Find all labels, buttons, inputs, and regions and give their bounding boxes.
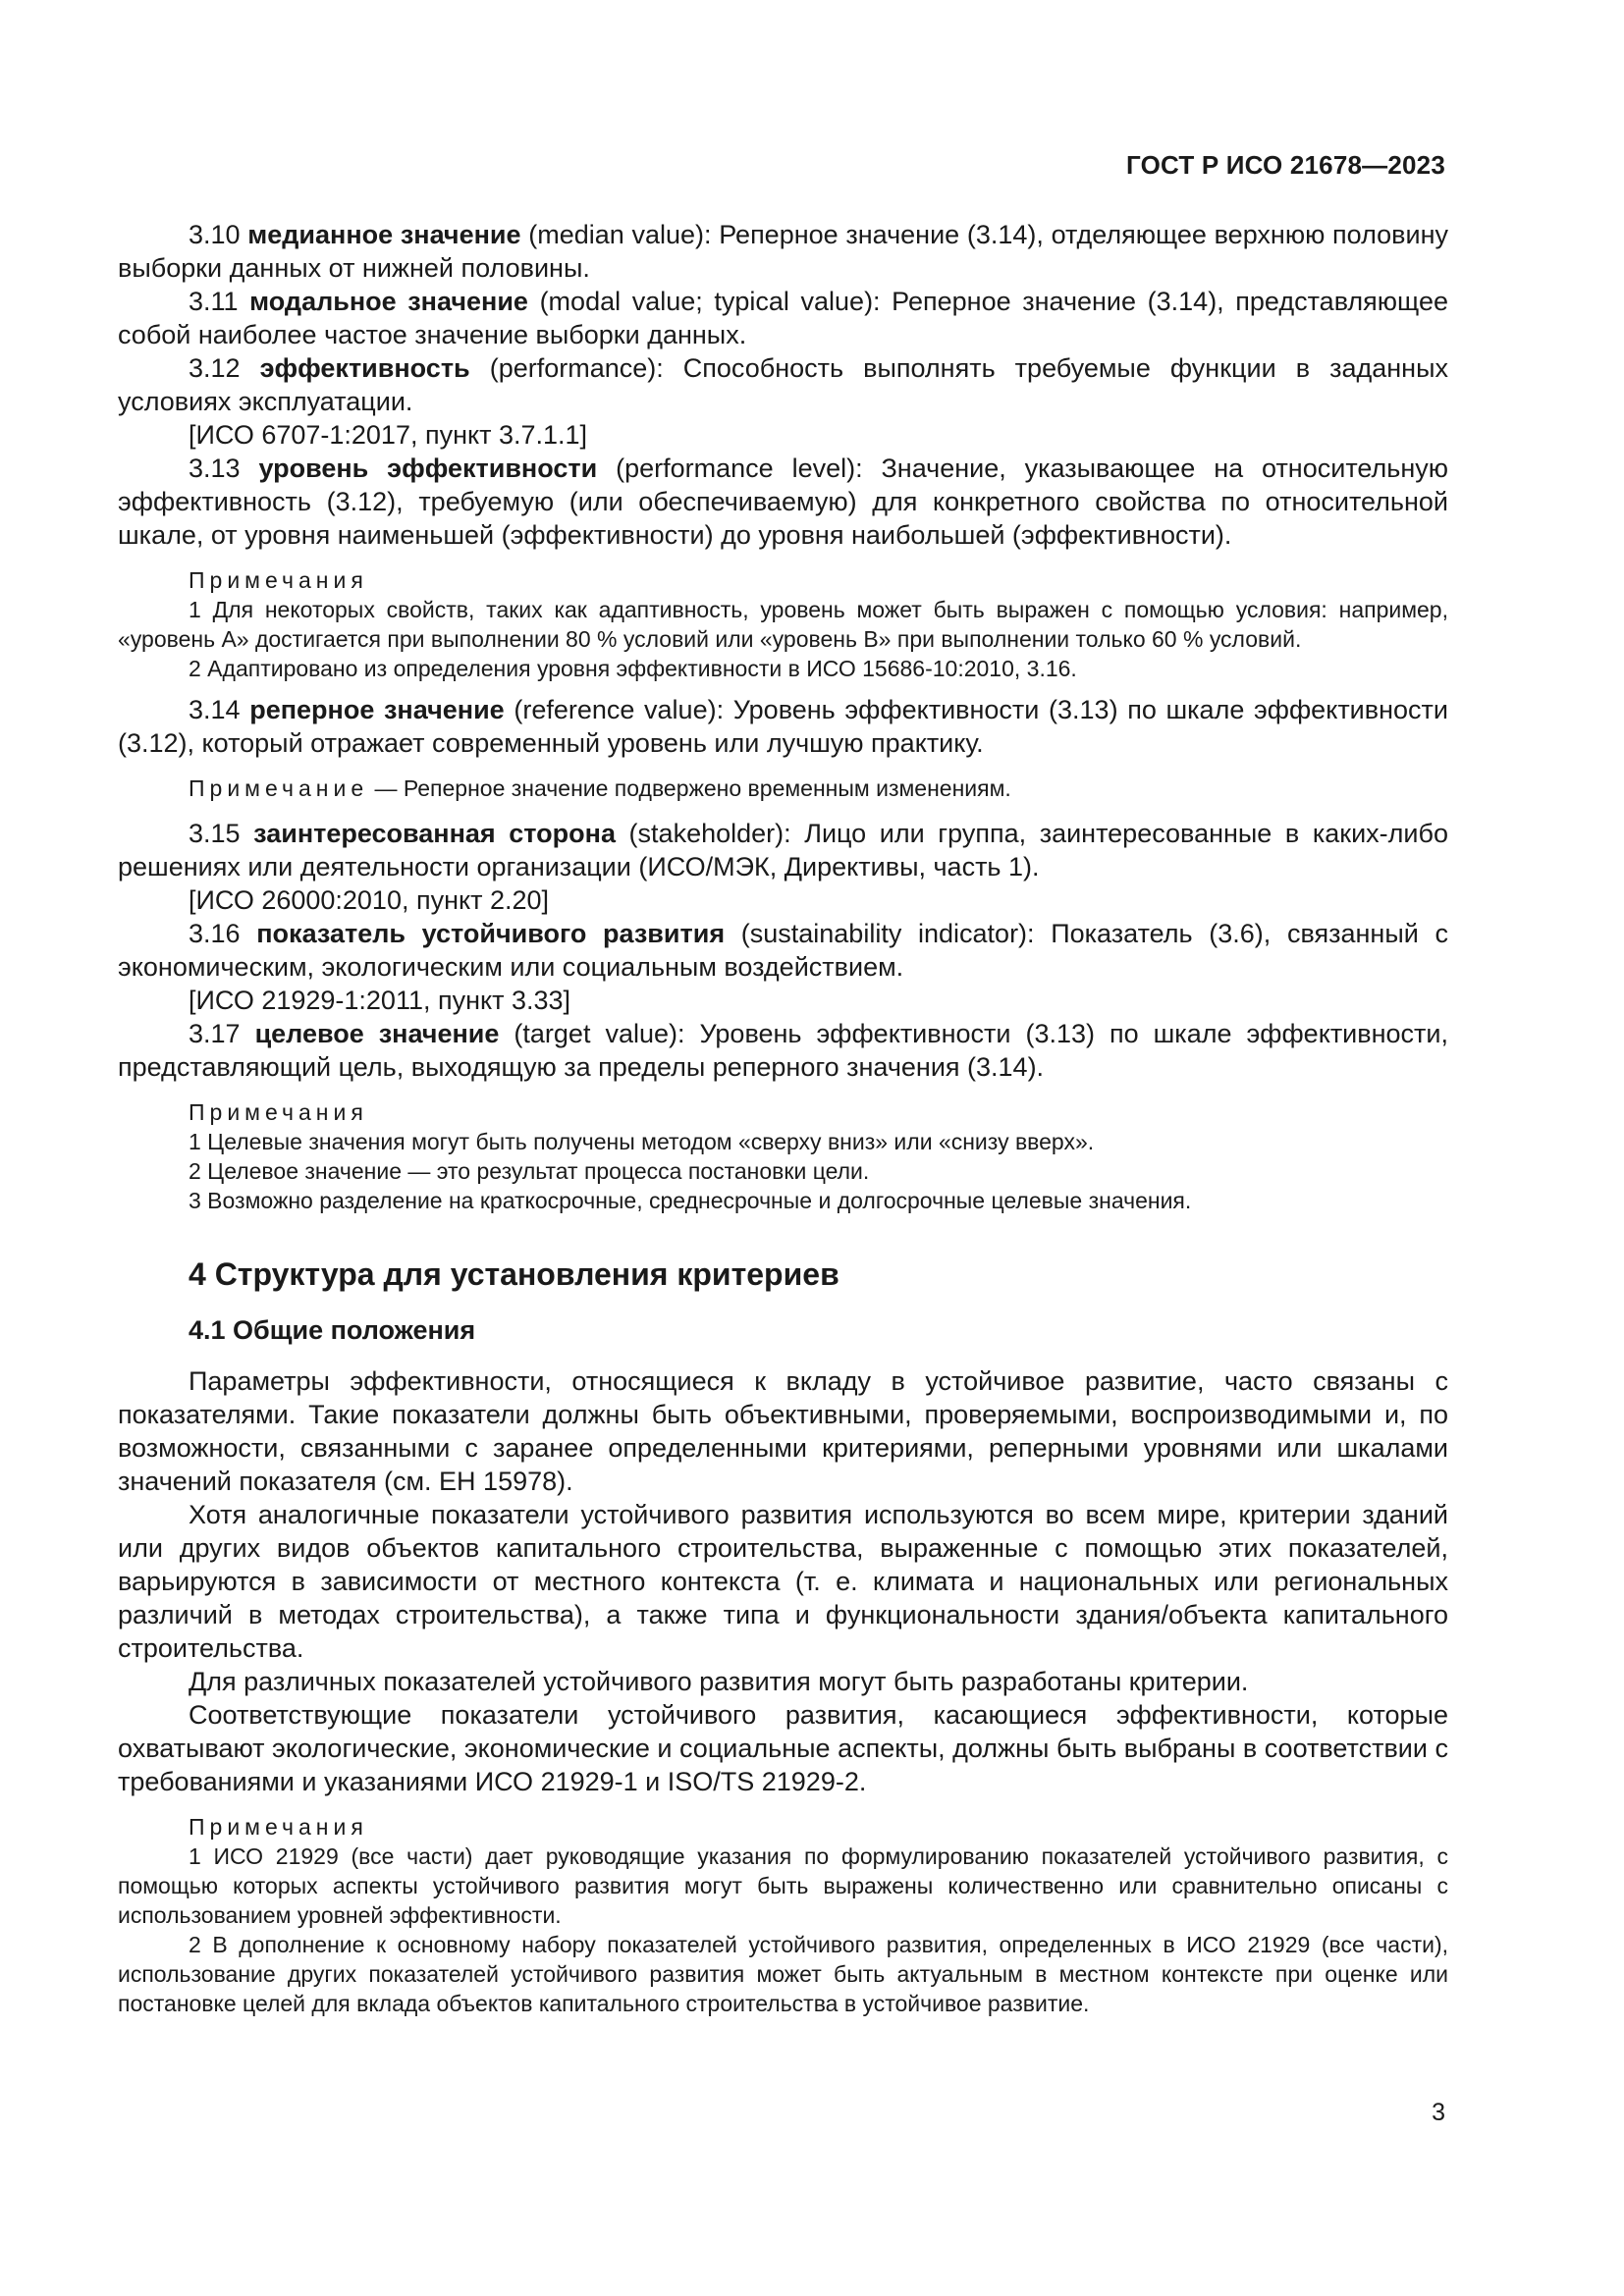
term: медианное значение: [247, 220, 521, 249]
definition-3-16: 3.16 показатель устойчивого развития (sustainability indicator): Показатель (3.6), связанный с экономическим, экологическим или социальным воздействием.: [118, 919, 1448, 982]
note-single: Примечание — Реперное значение подвержено временным изменениям.: [189, 775, 1011, 801]
notes-title: Примечания: [189, 567, 368, 593]
term: показатель устойчивого развития: [256, 919, 726, 948]
note-item: 1 ИСО 21929 (все части) дает руководящие указания по формулированию показателей устойчивого развития, с помощью которых аспекты устойчивого развития могут быть выражены количественно или сравнительно описаны с использованием уровней эффективности.: [118, 1843, 1448, 1928]
subsection-heading: 4.1 Общие положения: [189, 1315, 476, 1345]
page-number: 3: [1432, 2099, 1445, 2126]
term: заинтересованная сторона: [253, 819, 616, 848]
note-item: 2 В дополнение к основному набору показателей устойчивого развития, определенных в ИСО 21929 (все части), использование других показателей устойчивого развития может быть актуальным в местном контексте при оценке или постановке целей для вклада объектов капитального строительства в устойчивое развитие.: [118, 1932, 1448, 2016]
page-content: [118, 218, 1448, 2018]
document-header: ГОСТ Р ИСО 21678—2023: [1125, 150, 1445, 180]
term: эффективность: [259, 353, 470, 383]
term: уровень эффективности: [258, 454, 598, 483]
definition-3-17: 3.17 целевое значение (target value): Уровень эффективности (3.13) по шкале эффективности, представляющий цель, выходящую за пределы реперного значения (3.14).: [118, 1019, 1448, 1082]
body-paragraph: Соответствующие показатели устойчивого развития, касающиеся эффективности, которые охватывают экологические, экономические и социальные аспекты, должны быть выбраны в соответствии с требованиями и указаниями ИСО 21929-1 и ISO/TS 21929-2.: [118, 1700, 1448, 1796]
note-item: 1 Для некоторых свойств, таких как адаптивность, уровень может быть выражен с помощью условия: например, «уровень А» достигается при выполнении 80 % условий или «уровень В» при выполнении только 60 % условий.: [118, 597, 1448, 652]
body-paragraph: Параметры эффективности, относящиеся к вкладу в устойчивое развитие, часто связаны с показателями. Такие показатели должны быть объективными, проверяемыми, воспроизводимыми и, по возможности, связанными с заранее определенными критериями, реперными уровнями или шкалами значений показателя (см. ЕН 15978).: [118, 1366, 1448, 1496]
source-reference: [ИСО 26000:2010, пункт 2.20]: [189, 885, 550, 915]
definition-3-13: 3.13 уровень эффективности (performance level): Значение, указывающее на относительную эффективность (3.12), требуемую (или обеспечиваемую) для конкретного свойства по относительной шкале, от уровня наименьшей (эффективности) до уровня наибольшей (эффективности).: [118, 454, 1448, 550]
term: реперное значение: [249, 695, 505, 724]
definition-3-11: 3.11 модальное значение (modal value; typical value): Реперное значение (3.14), представляющее собой наиболее частое значение выборки данных.: [118, 287, 1448, 349]
note-item: 1 Целевые значения могут быть получены методом «сверху вниз» или «снизу вверх».: [189, 1129, 1095, 1154]
notes-title: Примечания: [189, 1814, 368, 1840]
source-reference: [ИСО 6707-1:2017, пункт 3.7.1.1]: [189, 420, 588, 450]
note-item: 3 Возможно разделение на краткосрочные, среднесрочные и долгосрочные целевые значения.: [189, 1188, 1192, 1213]
definition-3-14: 3.14 реперное значение (reference value): Уровень эффективности (3.13) по шкале эффективности (3.12), который отражает современный уровень или лучшую практику.: [118, 695, 1448, 758]
term: целевое значение: [254, 1019, 500, 1048]
section-heading: 4 Структура для установления критериев: [189, 1256, 839, 1292]
definition-3-12: 3.12 эффективность (performance): Способность выполнять требуемые функции в заданных условиях эксплуатации.: [118, 353, 1448, 416]
definition-3-10: 3.10 медианное значение (median value): Реперное значение (3.14), отделяющее верхнюю половину выборки данных от нижней половины.: [118, 220, 1448, 283]
note-item: 2 Адаптировано из определения уровня эффективности в ИСО 15686-10:2010, 3.16.: [189, 656, 1077, 681]
term: модальное значение: [249, 287, 528, 316]
definition-3-15: 3.15 заинтересованная сторона (stakeholder): Лицо или группа, заинтересованные в каких-либо решениях или деятельности организации (ИСО/МЭК, Директивы, часть 1).: [118, 819, 1448, 881]
note-item: 2 Целевое значение — это результат процесса постановки цели.: [189, 1158, 870, 1184]
notes-title: Примечания: [189, 1099, 368, 1125]
source-reference: [ИСО 21929-1:2011, пункт 3.33]: [189, 986, 571, 1015]
body-paragraph: Хотя аналогичные показатели устойчивого развития используются во всем мире, критерии зданий или других видов объектов капитального строительства, выраженные с помощью этих показателей, варьируются в зависимости от местного контекста (т. е. климата и национальных или региональных различий в методах строительства), а также типа и функциональности здания/объекта капитального строительства.: [118, 1500, 1448, 1663]
body-paragraph: Для различных показателей устойчивого развития могут быть разработаны критерии.: [189, 1667, 1249, 1696]
